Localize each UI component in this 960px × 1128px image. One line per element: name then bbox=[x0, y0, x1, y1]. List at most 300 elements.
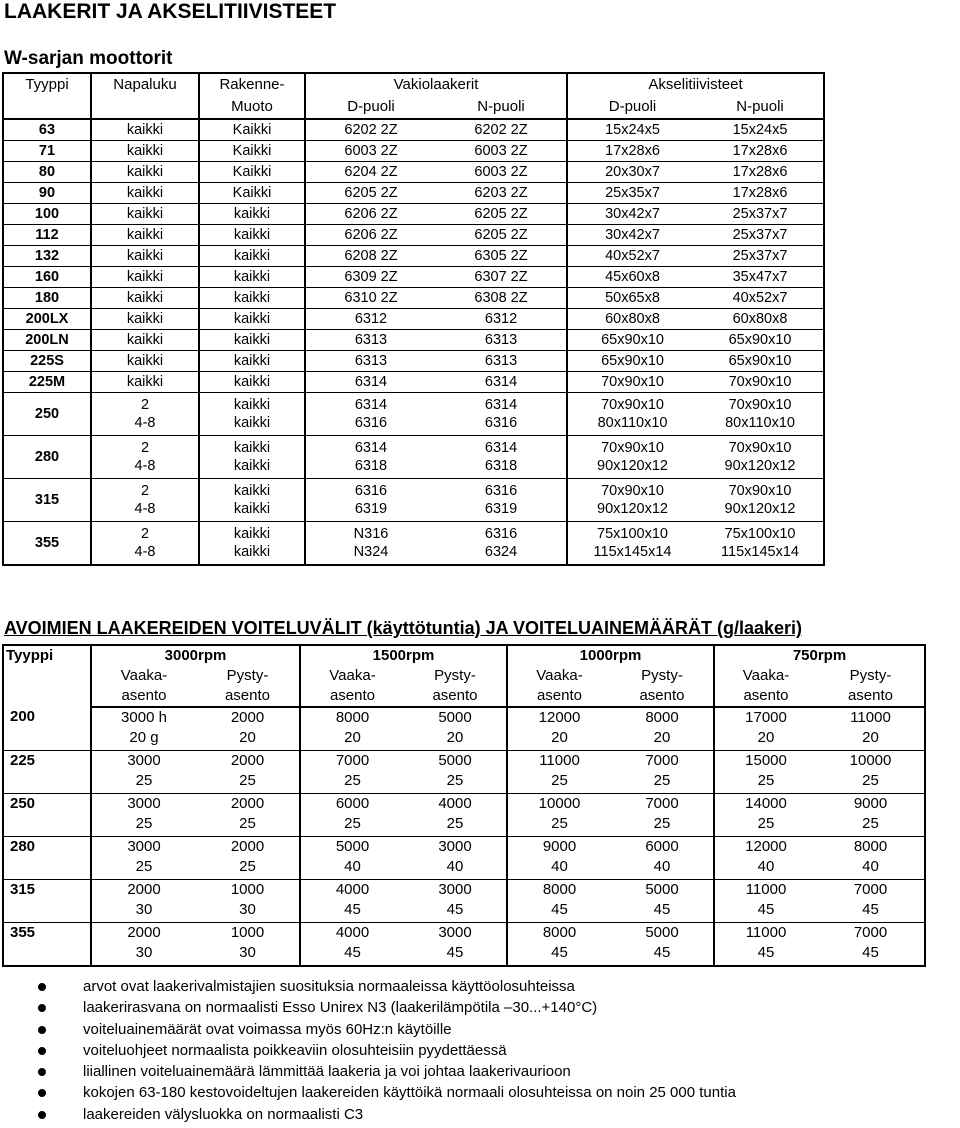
cell-napaluku: kaikki bbox=[91, 309, 199, 330]
cell-line: kaikki bbox=[233, 544, 271, 560]
cell-tyyppi: 160 bbox=[3, 267, 91, 288]
cell-rakenne bbox=[199, 393, 305, 436]
cell-line: 25 bbox=[551, 772, 568, 789]
table-row bbox=[3, 309, 824, 330]
table-row bbox=[3, 751, 925, 794]
cell-value bbox=[714, 837, 817, 880]
cell-value bbox=[404, 751, 507, 794]
cell-line: 45 bbox=[653, 901, 671, 918]
cell-line: 5000 bbox=[645, 924, 679, 941]
cell-line: 6314 bbox=[484, 440, 518, 456]
cell-line: 11000 bbox=[850, 709, 891, 726]
cell-napaluku bbox=[91, 479, 199, 522]
cell-line: 70x90x10 bbox=[601, 397, 664, 413]
cell-vak-n bbox=[436, 393, 567, 436]
cell-napaluku bbox=[91, 436, 199, 479]
header-vaaka-line2: asento bbox=[507, 686, 611, 707]
cell-line: 25 bbox=[239, 815, 256, 832]
cell-value bbox=[714, 923, 817, 967]
cell-line: 45 bbox=[344, 901, 361, 918]
cell-line: 12000 bbox=[538, 709, 581, 726]
cell-line: 11000 bbox=[745, 924, 787, 941]
header-vaaka-line2: asento bbox=[300, 686, 404, 707]
cell-line: 45 bbox=[446, 901, 464, 918]
cell-line: 45 bbox=[551, 901, 568, 918]
cell-line: 90x120x12 bbox=[597, 501, 668, 517]
cell-vak-n: 6313 bbox=[436, 351, 567, 372]
cell-line: 3000 h bbox=[121, 709, 167, 726]
page-title: LAAKERIT JA AKSELITIIVISTEET bbox=[4, 0, 337, 23]
cell-line: kaikki bbox=[233, 397, 271, 413]
cell-line: 1000 bbox=[230, 924, 265, 941]
cell-vak-d: 6310 2Z bbox=[305, 288, 436, 309]
cell-aks-d bbox=[567, 479, 697, 522]
cell-value bbox=[714, 794, 817, 837]
cell-line: kaikki bbox=[233, 526, 271, 542]
header-rpm: 1500rpm bbox=[300, 645, 507, 666]
bullet-icon bbox=[38, 1026, 46, 1034]
cell-line: 6314 bbox=[484, 397, 518, 413]
cell-line: 45 bbox=[757, 901, 775, 918]
cell-tyyppi: 355 bbox=[3, 923, 91, 967]
cell-line: 6314 bbox=[354, 397, 388, 413]
cell-line: 4000 bbox=[335, 881, 370, 898]
cell-line: 2000 bbox=[230, 752, 265, 769]
cell-tyyppi: 132 bbox=[3, 246, 91, 267]
note-text: laakereiden välysluokka on normaalisti C3 bbox=[83, 1105, 364, 1123]
cell-line: 2000 bbox=[230, 709, 265, 726]
cell-line: 40 bbox=[653, 858, 671, 875]
cell-tyyppi: 200LX bbox=[3, 309, 91, 330]
cell-line: 6000 bbox=[335, 795, 370, 812]
cell-aks-n: 15x24x5 bbox=[697, 119, 824, 141]
cell-line: 6318 bbox=[484, 458, 518, 474]
cell-value bbox=[196, 923, 300, 967]
cell-rakenne: kaikki bbox=[199, 309, 305, 330]
cell-line: 25 bbox=[135, 815, 153, 832]
cell-aks-n: 25x37x7 bbox=[697, 246, 824, 267]
header-vaaka-line1: Vaaka- bbox=[536, 667, 583, 684]
cell-value bbox=[404, 923, 507, 967]
cell-line: 10000 bbox=[849, 752, 892, 769]
table-row bbox=[3, 794, 925, 837]
cell-line: 25 bbox=[135, 858, 153, 875]
cell-aks-n: 70x90x10 bbox=[697, 372, 824, 393]
cell-napaluku: kaikki bbox=[91, 162, 199, 183]
cell-aks-d: 50x65x8 bbox=[567, 288, 697, 309]
cell-line: 40 bbox=[551, 858, 568, 875]
cell-napaluku: kaikki bbox=[91, 246, 199, 267]
cell-rakenne: Kaikki bbox=[199, 183, 305, 204]
cell-line: 10000 bbox=[538, 795, 581, 812]
cell-line: 40 bbox=[344, 858, 361, 875]
cell-tyyppi: 225M bbox=[3, 372, 91, 393]
bearings-table bbox=[2, 72, 825, 566]
table-row bbox=[3, 372, 824, 393]
cell-line: 70x90x10 bbox=[728, 483, 792, 499]
cell-vak-d: 6204 2Z bbox=[305, 162, 436, 183]
cell-value bbox=[611, 751, 714, 794]
cell-line: 1000 bbox=[230, 881, 265, 898]
bullet-icon bbox=[38, 1047, 46, 1055]
cell-rakenne: kaikki bbox=[199, 267, 305, 288]
section-subtitle: W-sarjan moottorit bbox=[4, 48, 173, 69]
header-tyyppi: Tyyppi bbox=[3, 73, 91, 96]
notes-list bbox=[28, 976, 943, 1125]
cell-aks-n bbox=[697, 393, 824, 436]
cell-line: 2 bbox=[140, 440, 150, 456]
cell-line: 2 bbox=[140, 526, 150, 542]
cell-vak-n: 6305 2Z bbox=[436, 246, 567, 267]
cell-line: kaikki bbox=[233, 501, 271, 517]
cell-aks-d: 65x90x10 bbox=[567, 351, 697, 372]
cell-line: 20 bbox=[653, 729, 671, 746]
cell-line: 40 bbox=[757, 858, 775, 875]
cell-line: 25 bbox=[653, 815, 671, 832]
cell-tyyppi: 280 bbox=[3, 837, 91, 880]
note-item bbox=[83, 997, 943, 1018]
cell-line: 25 bbox=[446, 815, 464, 832]
header-tyyppi-blank bbox=[3, 96, 91, 119]
cell-aks-n: 60x80x8 bbox=[697, 309, 824, 330]
note-text: kokojen 63-180 kestovoideltujen laakereiden käyttöikä normaali olosuhteissa on noin 25 000 tuntia bbox=[83, 1084, 736, 1102]
cell-aks-n: 25x37x7 bbox=[697, 204, 824, 225]
cell-vak-d: 6312 bbox=[305, 309, 436, 330]
cell-line: kaikki bbox=[233, 458, 271, 474]
cell-line: kaikki bbox=[233, 415, 271, 431]
cell-line: 4-8 bbox=[134, 458, 156, 474]
note-item bbox=[83, 1040, 943, 1061]
cell-value bbox=[817, 880, 925, 923]
table-row bbox=[3, 707, 925, 751]
cell-aks-d: 25x35x7 bbox=[567, 183, 697, 204]
cell-line: 45 bbox=[757, 944, 775, 961]
cell-value bbox=[611, 880, 714, 923]
cell-aks-n: 17x28x6 bbox=[697, 162, 824, 183]
cell-line: 20 bbox=[446, 729, 464, 746]
cell-line: 3000 bbox=[438, 838, 472, 855]
cell-line: 6314 bbox=[354, 440, 388, 456]
cell-aks-n: 17x28x6 bbox=[697, 183, 824, 204]
cell-value bbox=[714, 751, 817, 794]
cell-vak-n: 6314 bbox=[436, 372, 567, 393]
cell-tyyppi: 225 bbox=[3, 751, 91, 794]
cell-line: 2000 bbox=[127, 924, 161, 941]
cell-vak-d: 6206 2Z bbox=[305, 225, 436, 246]
cell-vak-d: 6309 2Z bbox=[305, 267, 436, 288]
cell-line: 45 bbox=[344, 944, 361, 961]
note-item bbox=[83, 1104, 943, 1125]
cell-line: 8000 bbox=[335, 709, 370, 726]
note-item bbox=[83, 1082, 943, 1103]
cell-tyyppi: 90 bbox=[3, 183, 91, 204]
cell-line: 20 bbox=[551, 729, 568, 746]
cell-line: 25 bbox=[135, 772, 153, 789]
cell-aks-d: 20x30x7 bbox=[567, 162, 697, 183]
cell-line: 90x120x12 bbox=[597, 458, 668, 474]
cell-rakenne bbox=[199, 436, 305, 479]
header-vaaka-line2: asento bbox=[91, 686, 196, 707]
cell-napaluku: kaikki bbox=[91, 225, 199, 246]
cell-vak-n: 6003 2Z bbox=[436, 141, 567, 162]
cell-aks-d: 65x90x10 bbox=[567, 330, 697, 351]
cell-value bbox=[507, 837, 611, 880]
cell-rakenne: kaikki bbox=[199, 351, 305, 372]
header-vaaka-line1: Vaaka- bbox=[120, 667, 168, 684]
note-text: voiteluohjeet normaalista poikkeaviin olosuhteisiin pyydettäessä bbox=[83, 1041, 507, 1059]
table-row bbox=[3, 436, 824, 479]
cell-line: 3000 bbox=[127, 838, 161, 855]
cell-line: 25 bbox=[344, 815, 361, 832]
cell-aks-n bbox=[697, 436, 824, 479]
header-vak-n-puoli: N-puoli bbox=[436, 96, 567, 119]
table-row bbox=[3, 880, 925, 923]
cell-line: 5000 bbox=[335, 838, 370, 855]
bullet-icon bbox=[38, 1089, 46, 1097]
note-item bbox=[83, 976, 943, 997]
cell-line: 15000 bbox=[745, 752, 787, 769]
cell-napaluku: kaikki bbox=[91, 372, 199, 393]
cell-line: 45 bbox=[551, 944, 568, 961]
header-tyyppi: Tyyppi bbox=[3, 645, 91, 707]
header-aks-n-puoli: N-puoli bbox=[697, 96, 824, 119]
cell-rakenne: kaikki bbox=[199, 204, 305, 225]
cell-line: 45 bbox=[446, 944, 464, 961]
header-akselitiivisteet: Akselitiivisteet bbox=[567, 73, 824, 96]
cell-line: 2000 bbox=[127, 881, 161, 898]
table-row bbox=[3, 288, 824, 309]
cell-tyyppi: 250 bbox=[3, 393, 91, 436]
cell-value bbox=[91, 751, 196, 794]
cell-vak-n bbox=[436, 479, 567, 522]
cell-vak-d bbox=[305, 393, 436, 436]
cell-line: 6316 bbox=[484, 483, 518, 499]
cell-value bbox=[404, 794, 507, 837]
cell-line: 70x90x10 bbox=[728, 397, 792, 413]
cell-tyyppi: 200LN bbox=[3, 330, 91, 351]
table-row bbox=[3, 330, 824, 351]
table-row bbox=[3, 837, 925, 880]
header-pysty-line1: Pysty- bbox=[404, 666, 507, 686]
cell-aks-n: 65x90x10 bbox=[697, 351, 824, 372]
table-row bbox=[3, 522, 824, 566]
cell-tyyppi: 63 bbox=[3, 119, 91, 141]
table-row bbox=[3, 162, 824, 183]
cell-aks-n bbox=[697, 479, 824, 522]
cell-line: 80x110x10 bbox=[597, 415, 668, 431]
note-text: liiallinen voiteluainemäärä lämmittää laakeria ja voi johtaa laakerivaurioon bbox=[83, 1063, 571, 1081]
cell-line: 115x145x14 bbox=[721, 544, 799, 560]
cell-line: 40 bbox=[862, 858, 879, 875]
cell-vak-d: 6314 bbox=[305, 372, 436, 393]
header-pysty-line1: Pysty- bbox=[196, 666, 300, 686]
cell-vak-n: 6203 2Z bbox=[436, 183, 567, 204]
cell-line: 45 bbox=[862, 901, 879, 918]
header-rakenne-1: Rakenne- bbox=[199, 73, 305, 96]
cell-line: 4000 bbox=[335, 924, 370, 941]
cell-aks-n: 35x47x7 bbox=[697, 267, 824, 288]
header-vak-d-puoli: D-puoli bbox=[305, 96, 436, 119]
cell-value bbox=[196, 837, 300, 880]
cell-line: 9000 bbox=[853, 795, 888, 812]
header-rakenne-2: Muoto bbox=[199, 96, 305, 119]
cell-rakenne: Kaikki bbox=[199, 162, 305, 183]
cell-value bbox=[91, 707, 196, 751]
cell-line: 20 g bbox=[129, 729, 159, 746]
table-row bbox=[3, 119, 824, 141]
cell-line: 6000 bbox=[645, 838, 679, 855]
cell-line: 8000 bbox=[853, 838, 888, 855]
cell-value bbox=[611, 707, 714, 751]
cell-aks-d bbox=[567, 436, 697, 479]
cell-value bbox=[611, 923, 714, 967]
header-rpm: 750rpm bbox=[714, 645, 925, 666]
cell-tyyppi: 315 bbox=[3, 479, 91, 522]
cell-value bbox=[507, 923, 611, 967]
cell-vak-n: 6313 bbox=[436, 330, 567, 351]
cell-aks-d: 30x42x7 bbox=[567, 225, 697, 246]
cell-vak-d: 6205 2Z bbox=[305, 183, 436, 204]
cell-line: 7000 bbox=[853, 924, 888, 941]
cell-value bbox=[507, 880, 611, 923]
cell-line: 4-8 bbox=[134, 544, 156, 560]
cell-tyyppi: 71 bbox=[3, 141, 91, 162]
cell-line: 90x120x12 bbox=[724, 458, 796, 474]
header-pysty-line1: Pysty- bbox=[817, 666, 925, 686]
cell-line: 12000 bbox=[745, 838, 787, 855]
cell-value bbox=[300, 794, 404, 837]
cell-value bbox=[300, 751, 404, 794]
header-vaaka-line1: Vaaka- bbox=[329, 667, 376, 684]
cell-vak-n: 6205 2Z bbox=[436, 204, 567, 225]
cell-line: 2000 bbox=[230, 795, 265, 812]
cell-rakenne: kaikki bbox=[199, 246, 305, 267]
cell-rakenne: Kaikki bbox=[199, 141, 305, 162]
cell-tyyppi: 355 bbox=[3, 522, 91, 566]
cell-line: 25 bbox=[757, 815, 775, 832]
cell-vak-n: 6205 2Z bbox=[436, 225, 567, 246]
cell-line: 6319 bbox=[484, 501, 518, 517]
cell-line: 115x145x14 bbox=[593, 544, 672, 560]
table-row bbox=[3, 183, 824, 204]
cell-line: 5000 bbox=[438, 709, 472, 726]
lubrication-table bbox=[2, 644, 926, 967]
cell-rakenne: Kaikki bbox=[199, 119, 305, 141]
cell-line: 75x100x10 bbox=[724, 526, 796, 542]
cell-value bbox=[817, 751, 925, 794]
cell-aks-d bbox=[567, 522, 697, 566]
cell-line: 70x90x10 bbox=[728, 440, 792, 456]
header-pysty-line1: Pysty- bbox=[611, 666, 714, 686]
cell-tyyppi: 80 bbox=[3, 162, 91, 183]
cell-value bbox=[91, 837, 196, 880]
cell-tyyppi: 112 bbox=[3, 225, 91, 246]
cell-line: 80x110x10 bbox=[725, 415, 795, 431]
cell-line: 6316 bbox=[484, 415, 518, 431]
cell-line: 25 bbox=[551, 815, 568, 832]
cell-line: 2 bbox=[140, 483, 150, 499]
cell-vak-d: 6003 2Z bbox=[305, 141, 436, 162]
cell-line: kaikki bbox=[233, 483, 271, 499]
cell-value bbox=[817, 837, 925, 880]
cell-vak-n: 6003 2Z bbox=[436, 162, 567, 183]
cell-aks-n bbox=[697, 522, 824, 566]
cell-value bbox=[300, 707, 404, 751]
cell-line: 7000 bbox=[645, 752, 679, 769]
cell-line: 20 bbox=[239, 729, 256, 746]
cell-value bbox=[611, 794, 714, 837]
header-aks-d-puoli: D-puoli bbox=[567, 96, 697, 119]
cell-value bbox=[817, 707, 925, 751]
cell-rakenne bbox=[199, 479, 305, 522]
header-napaluku-blank bbox=[91, 96, 199, 119]
cell-line: N316 bbox=[353, 526, 389, 542]
cell-value bbox=[300, 837, 404, 880]
note-text: voiteluainemäärät ovat voimassa myös 60Hz:n käytöille bbox=[83, 1020, 452, 1038]
cell-tyyppi: 200 bbox=[3, 707, 91, 751]
cell-napaluku: kaikki bbox=[91, 204, 199, 225]
cell-line: N324 bbox=[353, 544, 389, 560]
cell-aks-n: 17x28x6 bbox=[697, 141, 824, 162]
header-vaaka-line1: Vaaka- bbox=[742, 667, 790, 684]
header-pysty-line2: asento bbox=[611, 686, 714, 707]
header-napaluku: Napaluku bbox=[91, 73, 199, 96]
cell-value bbox=[404, 880, 507, 923]
cell-aks-d: 70x90x10 bbox=[567, 372, 697, 393]
cell-line: 9000 bbox=[542, 838, 577, 855]
cell-line: 3000 bbox=[127, 752, 161, 769]
cell-line: 70x90x10 bbox=[601, 440, 664, 456]
cell-line: 2 bbox=[140, 397, 150, 413]
cell-line: 6318 bbox=[354, 458, 388, 474]
cell-vak-n: 6202 2Z bbox=[436, 119, 567, 141]
cell-line: 70x90x10 bbox=[601, 483, 664, 499]
cell-rakenne: kaikki bbox=[199, 225, 305, 246]
cell-aks-d: 15x24x5 bbox=[567, 119, 697, 141]
cell-line: 6316 bbox=[484, 526, 518, 542]
table-row bbox=[3, 479, 824, 522]
cell-line: kaikki bbox=[233, 440, 271, 456]
cell-value bbox=[507, 751, 611, 794]
cell-line: 7000 bbox=[645, 795, 679, 812]
cell-vak-d: 6208 2Z bbox=[305, 246, 436, 267]
cell-value bbox=[507, 794, 611, 837]
cell-value bbox=[404, 837, 507, 880]
cell-value bbox=[300, 880, 404, 923]
note-text: laakerirasvana on normaalisti Esso Unirex N3 (laakerilämpötila –30...+140°C) bbox=[83, 999, 598, 1017]
cell-line: 17000 bbox=[745, 709, 787, 726]
cell-value bbox=[91, 923, 196, 967]
cell-line: 25 bbox=[239, 772, 256, 789]
cell-vak-d bbox=[305, 522, 436, 566]
cell-rakenne: kaikki bbox=[199, 330, 305, 351]
cell-value bbox=[817, 794, 925, 837]
table-row bbox=[3, 393, 824, 436]
lubrication-title: AVOIMIEN LAAKEREIDEN VOITELUVÄLIT (käyttötuntia) JA VOITELUAINEMÄÄRÄT (g/laakeri) bbox=[4, 618, 803, 638]
cell-line: 8000 bbox=[542, 881, 577, 898]
cell-value bbox=[714, 707, 817, 751]
cell-vak-n bbox=[436, 522, 567, 566]
cell-napaluku: kaikki bbox=[91, 119, 199, 141]
cell-line: 20 bbox=[862, 729, 879, 746]
table-row bbox=[3, 351, 824, 372]
cell-line: 30 bbox=[135, 901, 153, 918]
cell-napaluku: kaikki bbox=[91, 351, 199, 372]
cell-vak-n: 6312 bbox=[436, 309, 567, 330]
cell-line: 25 bbox=[239, 858, 256, 875]
cell-value bbox=[507, 707, 611, 751]
cell-line: 90x120x12 bbox=[724, 501, 796, 517]
